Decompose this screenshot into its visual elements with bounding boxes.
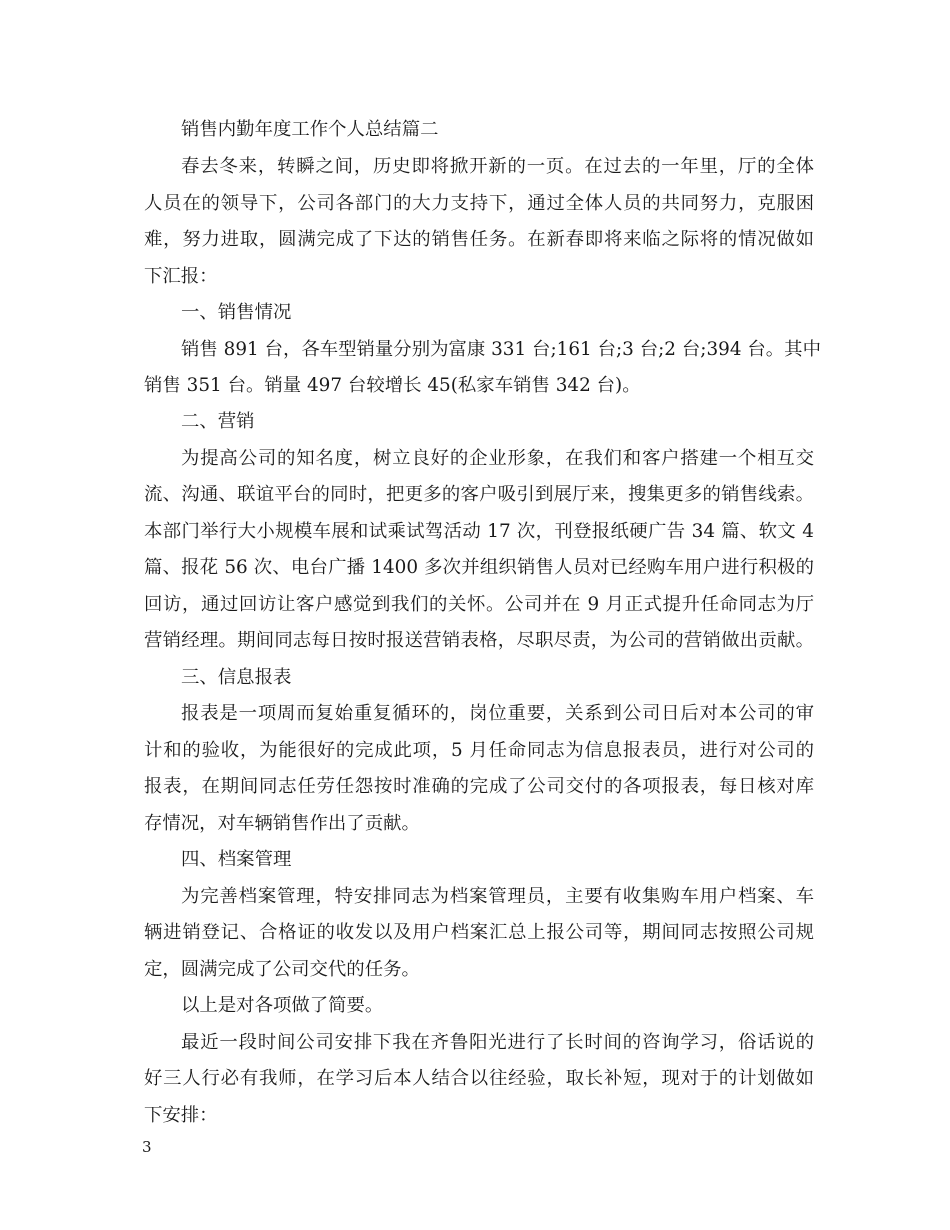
section-heading-archives: 四、档案管理 bbox=[181, 849, 292, 870]
intro-line-3: 难，努力进取，圆满完成了下达的销售任务。在新春即将来临之际将的情况做如 bbox=[144, 229, 814, 250]
reports-line-2: 计和的验收，为能很好的完成此项，5 月任命同志为信息报表员，进行对公司的 bbox=[144, 740, 814, 761]
page-number: 3 bbox=[142, 1138, 152, 1156]
reports-line-4: 存情况，对车辆销售作出了贡献。 bbox=[144, 813, 420, 834]
section-heading-reports: 三、信息报表 bbox=[181, 667, 292, 688]
summary-line: 以上是对各项做了简要。 bbox=[181, 995, 384, 1016]
closing-line-1: 最近一段时间公司安排下我在齐鲁阳光进行了长时间的咨询学习，俗话说的 bbox=[181, 1032, 814, 1053]
intro-line-1: 春去冬来，转瞬之间，历史即将掀开新的一页。在过去的一年里，厅的全体 bbox=[181, 156, 814, 177]
document-title: 销售内勤年度工作个人总结篇二 bbox=[181, 119, 439, 140]
intro-line-4: 下汇报： bbox=[144, 266, 218, 287]
intro-line-2: 人员在的领导下，公司各部门的大力支持下，通过全体人员的共同努力，克服困 bbox=[144, 193, 814, 214]
marketing-line-3: 本部门举行大小规模车展和试乘试驾活动 17 次，刊登报纸硬广告 34 篇、软文 4 bbox=[144, 521, 814, 542]
marketing-line-5: 回访，通过回访让客户感觉到我们的关怀。公司并在 9 月正式提升任命同志为厅 bbox=[144, 594, 814, 615]
reports-line-1: 报表是一项周而复始重复循环的，岗位重要，关系到公司日后对本公司的审 bbox=[181, 703, 814, 724]
reports-line-3: 报表，在期间同志任劳任怨按时准确的完成了公司交付的各项报表，每日核对库 bbox=[144, 776, 814, 797]
closing-line-3: 下安排： bbox=[144, 1105, 218, 1126]
sales-line-2: 销售 351 台。销量 497 台较增长 45(私家车销售 342 台)。 bbox=[144, 375, 641, 396]
marketing-line-1: 为提高公司的知名度，树立良好的企业形象，在我们和客户搭建一个相互交 bbox=[181, 448, 814, 469]
marketing-line-2: 流、沟通、联谊平台的同时，把更多的客户吸引到展厅来，搜集更多的销售线索。 bbox=[144, 484, 814, 505]
archives-line-1: 为完善档案管理，特安排同志为档案管理员，主要有收集购车用户档案、车 bbox=[181, 886, 814, 907]
section-heading-marketing: 二、营销 bbox=[181, 411, 255, 432]
section-heading-sales: 一、销售情况 bbox=[181, 302, 292, 323]
marketing-line-6: 营销经理。期间同志每日按时报送营销表格，尽职尽责，为公司的营销做出贡献。 bbox=[144, 630, 814, 651]
marketing-line-4: 篇、报花 56 次、电台广播 1400 多次并组织销售人员对已经购车用户进行积极的 bbox=[144, 557, 814, 578]
closing-line-2: 好三人行必有我师，在学习后本人结合以往经验，取长补短，现对于的计划做如 bbox=[144, 1068, 814, 1089]
archives-line-3: 定，圆满完成了公司交代的任务。 bbox=[144, 959, 420, 980]
archives-line-2: 辆进销登记、合格证的收发以及用户档案汇总上报公司等，期间同志按照公司规 bbox=[144, 922, 814, 943]
sales-line-1: 销售 891 台，各车型销量分别为富康 331 台;161 台;3 台;2 台;394 台。其中 bbox=[181, 339, 821, 360]
